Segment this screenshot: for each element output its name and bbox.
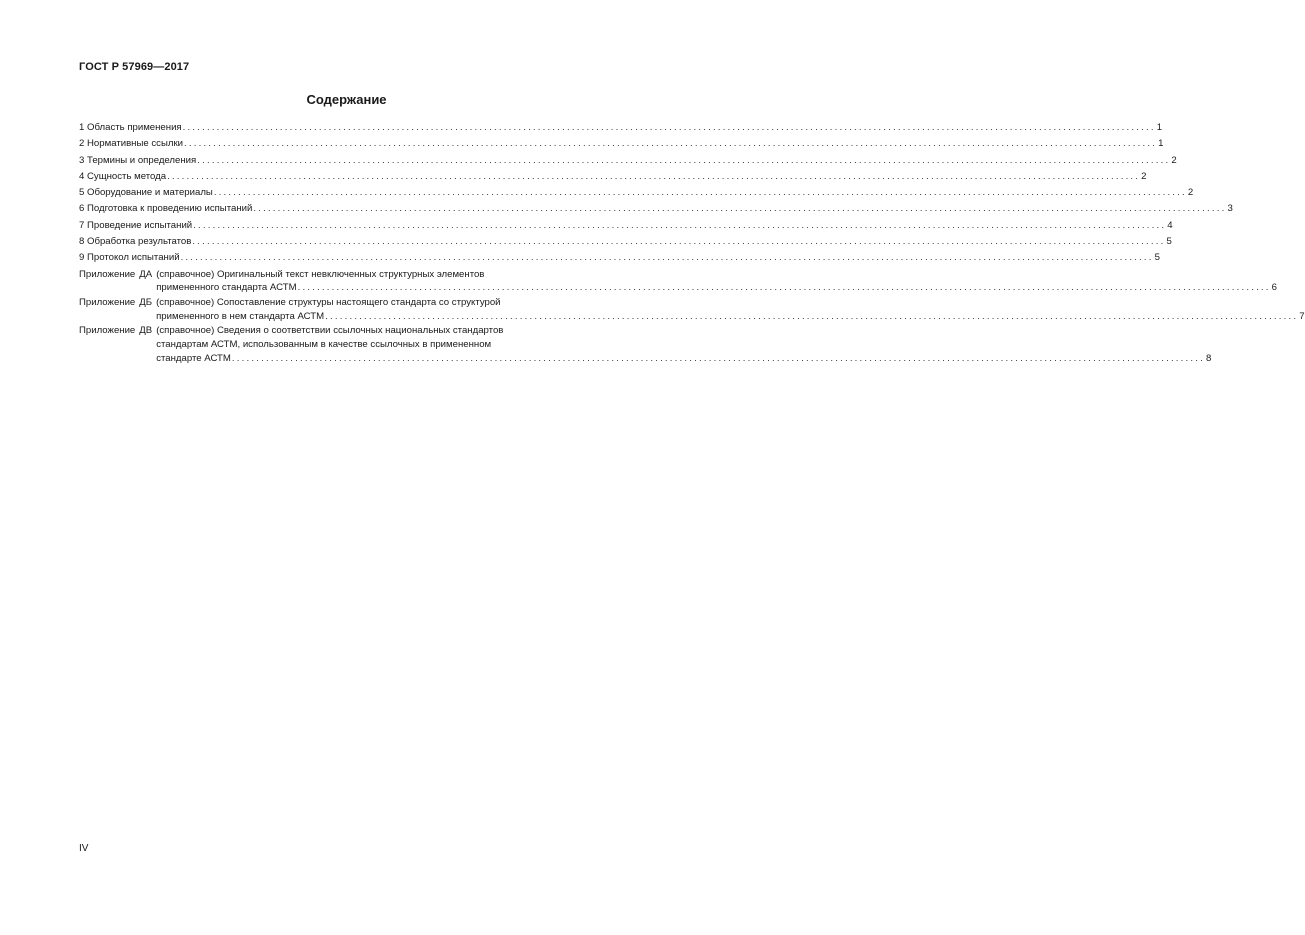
toc-entry-page: 2 xyxy=(1187,187,1194,199)
appendix-prefix xyxy=(79,268,152,295)
appendix-line: (справочное) Оригинальный текст невключенных структурных элементов xyxy=(156,268,485,280)
toc-entry[interactable] xyxy=(79,250,1160,266)
table-of-contents xyxy=(79,120,1305,365)
toc-entry-page: 2 xyxy=(1171,154,1177,166)
leader-dots: ........................................................................................................................................................................................................ xyxy=(182,122,1156,133)
toc-entry-label: 3 Термины и определения xyxy=(79,154,197,166)
appendix-letter: ДВ xyxy=(139,325,153,337)
appendix-last-line xyxy=(156,352,1211,366)
appendix-page: 7 xyxy=(1299,310,1305,322)
leader-dots: ........................................................................................................................................................................................................ xyxy=(297,282,1271,294)
appendix-page: 8 xyxy=(1206,352,1212,364)
toc-entry-page: 5 xyxy=(1154,252,1160,264)
leader-dots: ........................................................................................................................................................................................................ xyxy=(167,170,1141,182)
toc-appendix-da[interactable] xyxy=(79,268,1278,295)
appendix-line: (справочное) Сведения о соответствии ссылочных национальных стандартов xyxy=(156,325,504,337)
leader-dots: ........................................................................................................................................................................................................ xyxy=(213,187,1187,199)
toc-appendix-dv[interactable] xyxy=(79,324,1212,365)
toc-entry-label: 6 Подготовка к проведению испытаний xyxy=(79,203,253,215)
toc-entry[interactable] xyxy=(79,153,1177,169)
leader-dots: ........................................................................................................................................................................................................ xyxy=(325,310,1299,322)
appendix-page: 6 xyxy=(1271,282,1278,294)
toc-entry[interactable] xyxy=(79,136,1164,152)
toc-appendix-db[interactable] xyxy=(79,296,1305,323)
leader-dots: ........................................................................................................................................................................................................ xyxy=(253,203,1227,215)
appendix-letter: ДА xyxy=(139,268,153,280)
appendix-line: (справочное) Сопоставление структуры настоящего стандарта со структурой xyxy=(156,297,501,309)
toc-entry-page: 1 xyxy=(1156,122,1163,133)
page-number: IV xyxy=(79,843,89,854)
toc-entry-label: 2 Нормативные ссылки xyxy=(79,138,184,150)
toc-entry-label: 1 Область применения xyxy=(79,122,182,133)
toc-entry[interactable] xyxy=(79,185,1194,201)
toc-entry-page: 2 xyxy=(1141,170,1147,182)
appendix-prefix xyxy=(79,296,152,323)
appendix-prefix xyxy=(79,324,152,365)
toc-entry[interactable] xyxy=(79,169,1147,185)
appendix-body xyxy=(156,296,1304,323)
appendix-word: Приложение xyxy=(79,325,136,337)
leader-dots: ........................................................................................................................................................................................................ xyxy=(197,154,1171,166)
appendix-last-line xyxy=(156,281,1277,295)
appendix-word: Приложение xyxy=(79,297,136,309)
leader-dots: ........................................................................................................................................................................................................ xyxy=(192,236,1166,248)
toc-entry-label: 4 Сущность метода xyxy=(79,170,167,182)
toc-entry[interactable] xyxy=(79,218,1173,234)
toc-entry[interactable] xyxy=(79,120,1163,136)
toc-title: Содержание xyxy=(306,92,387,107)
leader-dots: ........................................................................................................................................................................................................ xyxy=(193,219,1167,231)
toc-entry[interactable] xyxy=(79,201,1233,217)
toc-entry-label: 8 Обработка результатов xyxy=(79,236,192,248)
toc-entry-label: 9 Протокол испытаний xyxy=(79,252,180,264)
leader-dots: ........................................................................................................................................................................................................ xyxy=(184,138,1158,150)
appendix-word: Приложение xyxy=(79,268,136,280)
appendix-body xyxy=(156,324,1211,365)
appendix-letter: ДБ xyxy=(139,297,153,309)
leader-dots: ........................................................................................................................................................................................................ xyxy=(231,352,1205,364)
toc-entry-page: 5 xyxy=(1166,236,1172,248)
toc-entry-label: 7 Проведение испытаний xyxy=(79,219,193,231)
toc-entry-page: 4 xyxy=(1167,219,1173,231)
toc-entry-page: 3 xyxy=(1227,203,1233,215)
appendix-last-line xyxy=(156,310,1304,324)
toc-entry-page: 1 xyxy=(1158,138,1164,150)
leader-dots: ........................................................................................................................................................................................................ xyxy=(180,252,1154,264)
appendix-body xyxy=(156,268,1277,295)
toc-entry[interactable] xyxy=(79,234,1172,250)
appendix-last-text: стандарте АСТМ xyxy=(156,352,231,364)
appendix-last-text: примененного стандарта АСТМ xyxy=(156,282,297,294)
standard-designation: ГОСТ Р 57969—2017 xyxy=(79,61,190,73)
appendix-line: стандартам АСТМ, использованным в качестве ссылочных в примененном xyxy=(156,339,492,351)
toc-entry-label: 5 Оборудование и материалы xyxy=(79,187,213,199)
appendix-last-text: примененного в нем стандарта АСТМ xyxy=(156,310,325,322)
